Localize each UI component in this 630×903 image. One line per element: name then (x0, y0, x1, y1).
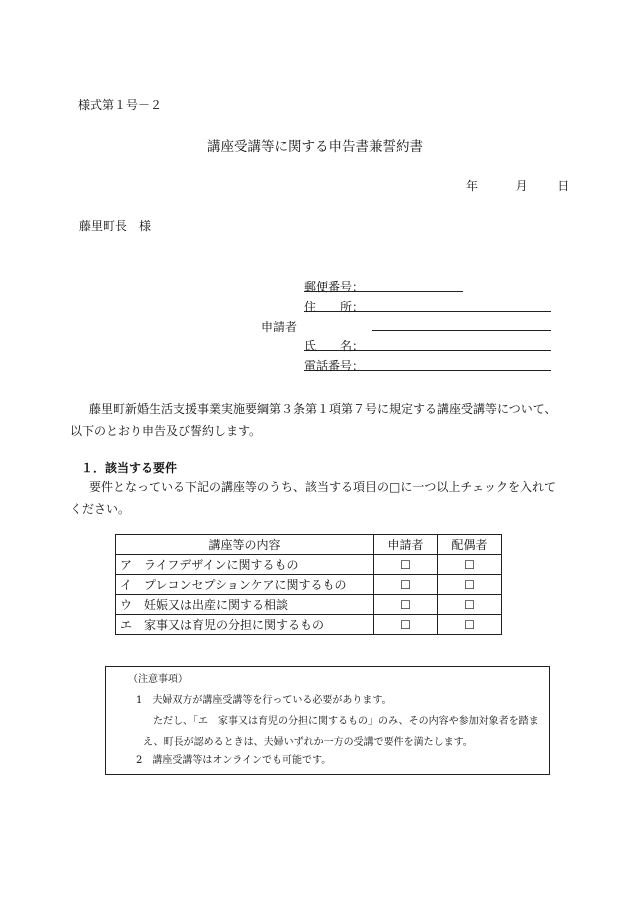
date-year: 年 (466, 179, 479, 193)
section-instructions: 要件となっている下記の講座等のうち、該当する項目の□に一つ以上チェックを入れてください。 (70, 480, 556, 516)
spouse-checkbox[interactable]: ☐ (438, 615, 502, 635)
notes-heading: （注意事項） (128, 674, 188, 685)
postal-code-label: 郵便番号： (304, 280, 365, 294)
date-line (466, 177, 569, 194)
phone-label: 電話番号： (304, 359, 365, 373)
table-row (116, 575, 502, 595)
document-title: 講座受講等に関する申告書兼誓約書 (207, 139, 423, 155)
note-2: 2 講座受講等はオンラインでも可能です。 (136, 755, 332, 766)
spouse-checkbox[interactable]: ☐ (438, 555, 502, 575)
notes-box (105, 666, 550, 775)
requirements-table (115, 534, 502, 635)
note-1: 1 夫婦双方が講座受講等を行っている必要があります。 (136, 695, 392, 706)
applicant-label: 申請者 (261, 320, 298, 334)
table-header-row (116, 535, 502, 555)
form-number: 様式第１号－２ (78, 98, 163, 112)
note-1-continued-2: え、町長が認めるときは、夫婦いずれか一方の受講で要件を満たします。 (143, 737, 473, 748)
table-row (116, 555, 502, 575)
date-day: 日 (557, 179, 570, 193)
addressee: 藤里町長 様 (79, 219, 152, 233)
row-content: イ プレコンセプションケアに関するもの (116, 575, 374, 595)
row-content: エ 家事又は育児の分担に関するもの (116, 615, 374, 635)
address-field-line2[interactable] (372, 330, 551, 331)
header-content: 講座等の内容 (116, 535, 374, 555)
header-spouse: 配偶者 (438, 535, 502, 555)
note-1-continued: ただし、「エ 家事又は育児の分担に関するもの」のみ、その内容や参加対象者を踏ま (153, 716, 539, 727)
spouse-checkbox[interactable]: ☐ (438, 575, 502, 595)
date-month: 月 (515, 179, 528, 193)
name-field[interactable] (304, 350, 551, 351)
address-label: 住 所： (304, 300, 365, 314)
header-applicant: 申請者 (374, 535, 438, 555)
row-content: ア ライフデザインに関するもの (116, 555, 374, 575)
section-heading: １．該当する要件 (81, 461, 178, 475)
applicant-checkbox[interactable]: ☐ (374, 555, 438, 575)
intro-paragraph: 藤里町新婚生活支援事業実施要綱第３条第１項第７号に規定する講座受講等について、以下のとおり申告及び誓約します。 (70, 402, 557, 438)
spouse-checkbox[interactable]: ☐ (438, 595, 502, 615)
applicant-checkbox[interactable]: ☐ (374, 575, 438, 595)
applicant-checkbox[interactable]: ☐ (374, 595, 438, 615)
table-row (116, 595, 502, 615)
postal-code-field[interactable] (304, 291, 463, 292)
applicant-checkbox[interactable]: ☐ (374, 615, 438, 635)
name-label: 氏 名： (304, 339, 365, 353)
phone-field[interactable] (304, 370, 551, 371)
address-field[interactable] (304, 311, 551, 312)
table-row (116, 615, 502, 635)
row-content: ウ 妊娠又は出産に関する相談 (116, 595, 374, 615)
